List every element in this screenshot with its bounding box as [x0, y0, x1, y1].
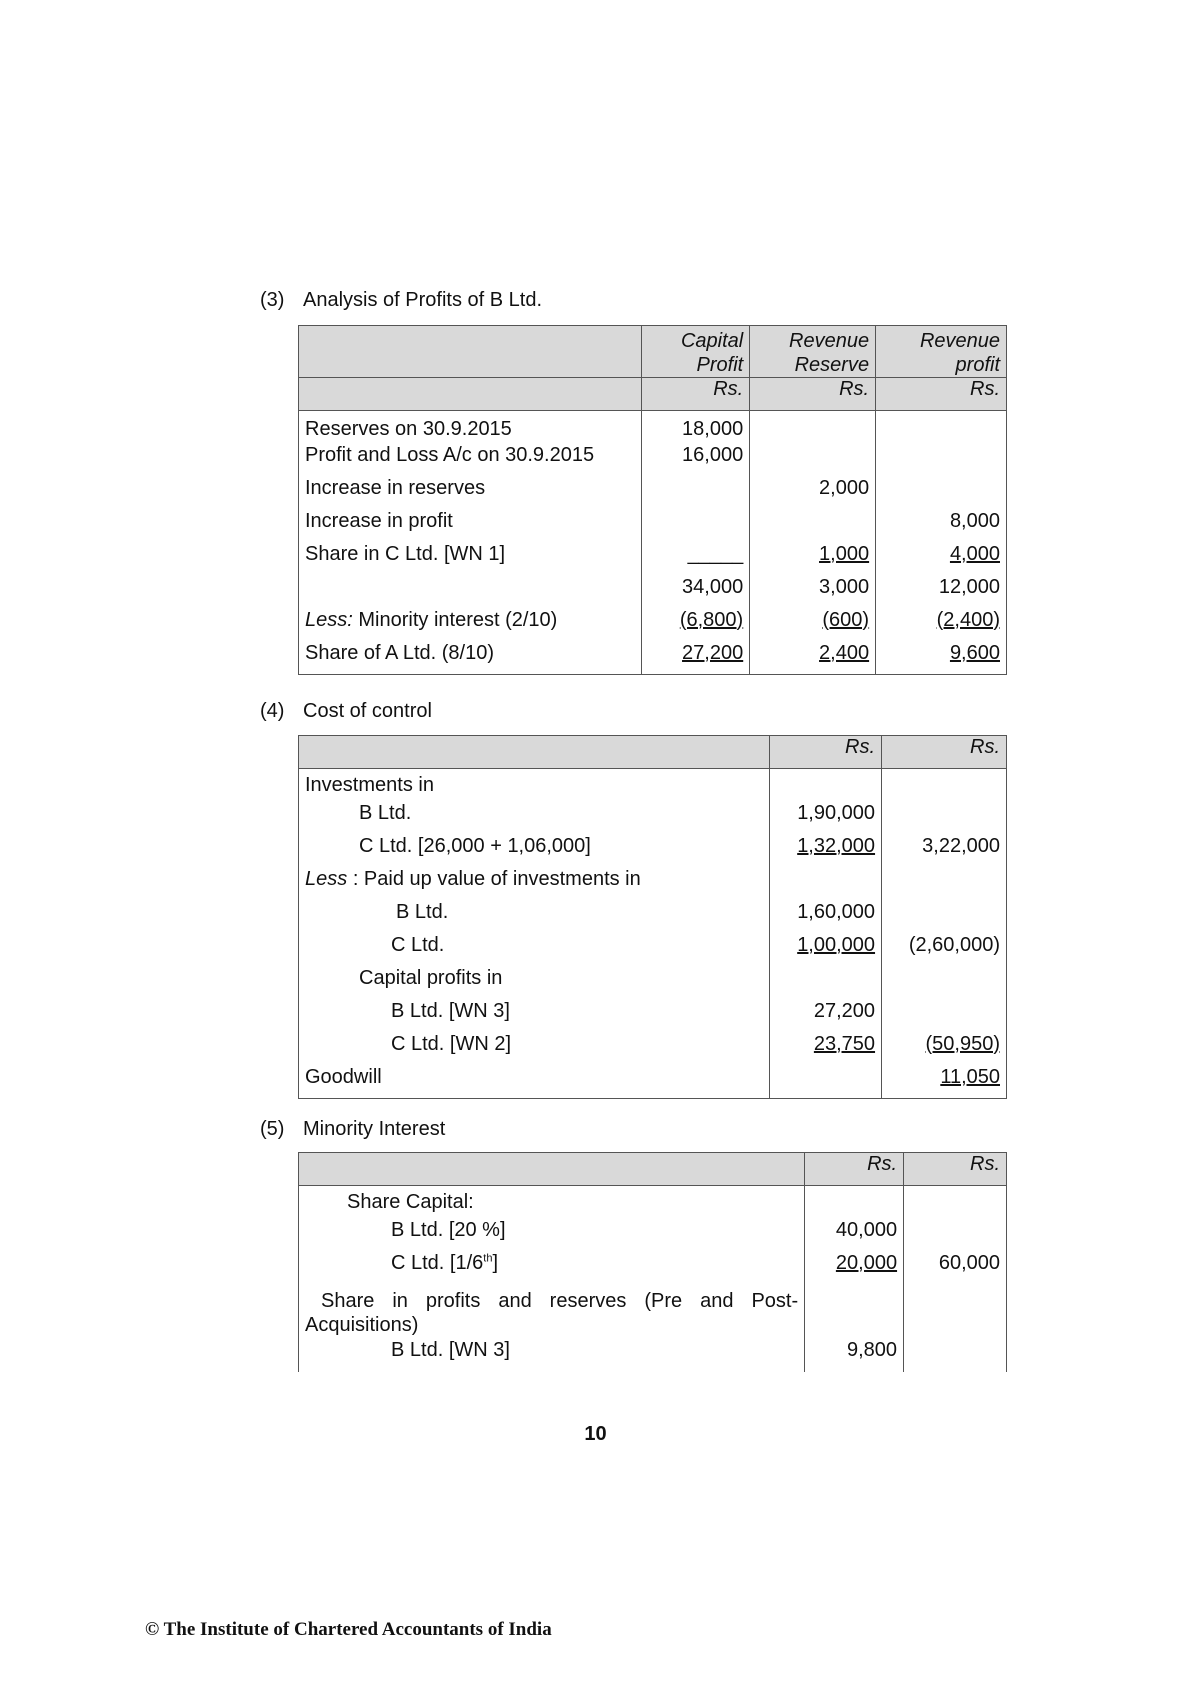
row-label: Increase in reserves: [299, 477, 642, 510]
amount-value: [805, 1186, 904, 1219]
total-value: [882, 967, 1007, 1000]
total-value: [904, 1339, 1007, 1372]
row-label: Less: Minority interest (2/10): [299, 609, 642, 642]
row-label: B Ltd. [WN 3]: [299, 1000, 770, 1033]
row-label: Reserves on 30.9.2015: [299, 411, 642, 444]
header-unit: Rs.: [904, 1153, 1007, 1186]
row-label: Profit and Loss A/c on 30.9.2015: [299, 444, 642, 477]
header-unit: Rs.: [642, 378, 750, 411]
total-value: 3,22,000: [882, 835, 1007, 868]
revenue-profit-total: 12,000: [876, 576, 1007, 609]
row-label: C Ltd. [26,000 + 1,06,000]: [299, 835, 770, 868]
amount-value: 1,90,000: [770, 802, 882, 835]
table-row: [299, 444, 1007, 477]
row-label: B Ltd. [WN 3]: [299, 1339, 805, 1372]
row-label: B Ltd. [20 %]: [299, 1219, 805, 1252]
header-blank: [299, 326, 642, 378]
table-row: [299, 802, 1007, 835]
header-unit: Rs.: [750, 378, 876, 411]
revenue-reserve-value: [750, 444, 876, 477]
row-label: Capital profits in: [299, 967, 770, 1000]
row-label: Share in C Ltd. [WN 1]: [299, 543, 642, 576]
section-4-title: Cost of control: [303, 700, 432, 722]
table-row: [299, 609, 1007, 642]
row-label: C Ltd. [WN 2]: [299, 1033, 770, 1066]
amount-value: 20,000: [805, 1252, 904, 1285]
revenue-profit-value: [876, 444, 1007, 477]
revenue-profit-value: 4,000: [876, 543, 1007, 576]
table-row: [299, 510, 1007, 543]
row-label: Goodwill: [299, 1066, 770, 1099]
amount-value: [770, 1066, 882, 1099]
capital-profit-value: _____: [642, 543, 750, 576]
header-blank: [299, 378, 642, 411]
header-capital-profit: Capital Profit: [642, 326, 750, 378]
total-value: [904, 1186, 1007, 1219]
row-label: Share Capital:: [299, 1186, 805, 1219]
revenue-profit-value: 9,600: [876, 642, 1007, 675]
header-unit: Rs.: [770, 736, 882, 769]
total-value: [882, 1000, 1007, 1033]
table-row: [299, 901, 1007, 934]
cost-of-control-table: [298, 735, 1007, 1099]
table-row: [299, 1252, 1007, 1285]
amount-value: 9,800: [805, 1339, 904, 1372]
row-label: B Ltd.: [299, 901, 770, 934]
revenue-reserve-value: 2,400: [750, 642, 876, 675]
table-row: [299, 1000, 1007, 1033]
header-blank: [299, 1153, 805, 1186]
section-3-title: Analysis of Profits of B Ltd.: [303, 289, 542, 311]
revenue-reserve-value: (600): [750, 609, 876, 642]
table-row: [299, 642, 1007, 675]
amount-value: 1,32,000: [770, 835, 882, 868]
table-row: [299, 769, 1007, 802]
capital-profit-value: (6,800): [642, 609, 750, 642]
amount-value: [770, 769, 882, 802]
amount-value: [770, 868, 882, 901]
table-row: [299, 1285, 1007, 1339]
page-number: 10: [584, 1423, 607, 1445]
row-label: [299, 576, 642, 609]
total-value: 60,000: [904, 1252, 1007, 1285]
section-5-number: (5): [260, 1118, 285, 1140]
section-5-title: Minority Interest: [303, 1118, 446, 1140]
total-value: [882, 868, 1007, 901]
total-value: [882, 769, 1007, 802]
revenue-reserve-total: 3,000: [750, 576, 876, 609]
header-unit: Rs.: [805, 1153, 904, 1186]
table-row: [299, 1033, 1007, 1066]
row-label: C Ltd.: [299, 934, 770, 967]
capital-profit-value: [642, 477, 750, 510]
capital-profit-value: 27,200: [642, 642, 750, 675]
revenue-reserve-value: 2,000: [750, 477, 876, 510]
header-unit: Rs.: [882, 736, 1007, 769]
profits-analysis-table: [298, 325, 1007, 675]
header-blank: [299, 736, 770, 769]
row-label: Share of A Ltd. (8/10): [299, 642, 642, 675]
table-row: [299, 477, 1007, 510]
table-row: [299, 934, 1007, 967]
table-row: [299, 1066, 1007, 1099]
total-value: [882, 901, 1007, 934]
total-value: (2,60,000): [882, 934, 1007, 967]
row-label: C Ltd. [1/6th]: [299, 1252, 805, 1285]
amount-value: [770, 967, 882, 1000]
total-value: (50,950): [882, 1033, 1007, 1066]
amount-value: 1,00,000: [770, 934, 882, 967]
table-row: [299, 543, 1007, 576]
table-row: [299, 411, 1007, 444]
revenue-reserve-value: [750, 411, 876, 444]
row-label: B Ltd.: [299, 802, 770, 835]
amount-value: [805, 1285, 904, 1339]
row-label: Investments in: [299, 769, 770, 802]
capital-profit-total: 34,000: [642, 576, 750, 609]
total-value: [904, 1285, 1007, 1339]
table-row: [299, 835, 1007, 868]
revenue-profit-value: [876, 411, 1007, 444]
revenue-profit-value: [876, 477, 1007, 510]
revenue-profit-value: (2,400): [876, 609, 1007, 642]
minority-interest-table: [298, 1152, 1007, 1372]
total-value: [904, 1219, 1007, 1252]
table-row: [299, 1186, 1007, 1219]
amount-value: 40,000: [805, 1219, 904, 1252]
row-label: Share in profits and reserves (Pre and Post-Acquisitions): [299, 1285, 805, 1339]
capital-profit-value: 16,000: [642, 444, 750, 477]
amount-value: 27,200: [770, 1000, 882, 1033]
header-unit: Rs.: [876, 378, 1007, 411]
section-4-number: (4): [260, 700, 285, 722]
row-label: Increase in profit: [299, 510, 642, 543]
capital-profit-value: 18,000: [642, 411, 750, 444]
table-row: [299, 1339, 1007, 1372]
table-row: [299, 576, 1007, 609]
header-revenue-profit: Revenue profit: [876, 326, 1007, 378]
row-label: Less : Paid up value of investments in: [299, 868, 770, 901]
revenue-reserve-value: 1,000: [750, 543, 876, 576]
amount-value: 23,750: [770, 1033, 882, 1066]
section-3-number: (3): [260, 289, 285, 311]
table-row: [299, 1219, 1007, 1252]
revenue-profit-value: 8,000: [876, 510, 1007, 543]
amount-value: 1,60,000: [770, 901, 882, 934]
table-row: [299, 967, 1007, 1000]
revenue-reserve-value: [750, 510, 876, 543]
capital-profit-value: [642, 510, 750, 543]
total-value: [882, 802, 1007, 835]
footer-copyright: © The Institute of Chartered Accountants of India: [145, 1619, 552, 1640]
header-revenue-reserve: Revenue Reserve: [750, 326, 876, 378]
table-row: [299, 868, 1007, 901]
goodwill-value: 11,050: [882, 1066, 1007, 1099]
